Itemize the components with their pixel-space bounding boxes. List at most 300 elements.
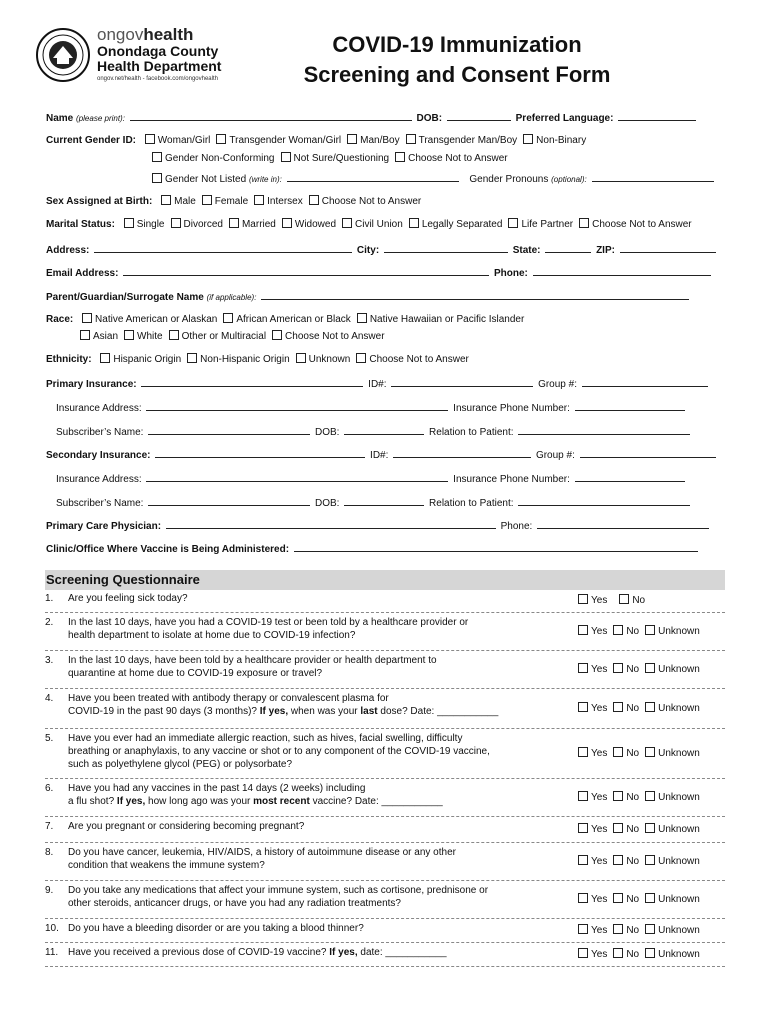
phone-field[interactable] bbox=[533, 265, 711, 276]
primary-id-field[interactable] bbox=[391, 376, 533, 387]
marital-married-label: Married bbox=[241, 219, 276, 230]
answer-no-checkbox[interactable] bbox=[613, 663, 623, 673]
marital-divorced-checkbox[interactable] bbox=[171, 218, 181, 228]
answer-yes-checkbox[interactable] bbox=[578, 823, 588, 833]
secondary-subscriber-label: Subscriber’s Name: bbox=[56, 498, 144, 509]
name-row bbox=[46, 110, 722, 124]
answer-yes-checkbox[interactable] bbox=[578, 625, 588, 635]
answer-no-checkbox[interactable] bbox=[613, 855, 623, 865]
question-line: Have you had any vaccines in the past 14 days (2 weeks) including bbox=[68, 783, 366, 794]
question-answer-options bbox=[578, 625, 700, 638]
race-other-or-multiracial-checkbox[interactable] bbox=[169, 330, 179, 340]
gender-gender-non-conforming-checkbox[interactable] bbox=[152, 152, 162, 162]
question-number: 3. bbox=[45, 655, 54, 666]
race-asian-checkbox[interactable] bbox=[80, 330, 90, 340]
secondary-group-field[interactable] bbox=[580, 447, 716, 458]
question-line bbox=[68, 705, 568, 718]
question-emphasis: last bbox=[360, 706, 378, 717]
marital-widowed-checkbox[interactable] bbox=[282, 218, 292, 228]
primary-group-field[interactable] bbox=[582, 376, 708, 387]
question-line: Do you have a bleeding disorder or are you taking a blood thinner? bbox=[68, 923, 364, 934]
marital-civil-union-checkbox[interactable] bbox=[342, 218, 352, 228]
question-line: quarantine at home due to COVID-19 exposure or travel? bbox=[68, 668, 323, 679]
question-8 bbox=[45, 846, 725, 881]
question-line: Do you take any medications that affect your immune system, such as cortisone, prednisone or bbox=[68, 885, 489, 896]
sex-female-checkbox[interactable] bbox=[202, 195, 212, 205]
name-label: Name bbox=[46, 113, 74, 124]
answer-yes-label: Yes bbox=[591, 824, 608, 835]
answer-no-label: No bbox=[626, 626, 640, 637]
answer-unknown-label: Unknown bbox=[658, 925, 700, 936]
secondary-ins-phone-label: Insurance Phone Number: bbox=[453, 474, 570, 485]
gender-non-binary-label: Non-Binary bbox=[536, 135, 587, 146]
question-10 bbox=[45, 922, 725, 943]
primary-ins-address-field[interactable] bbox=[146, 400, 448, 411]
question-line: health department to isolate at home due to COVID-19 infection? bbox=[68, 630, 356, 641]
city-label: City: bbox=[356, 245, 380, 256]
question-answer-options bbox=[578, 791, 700, 804]
guardian-hint: (if applicable): bbox=[206, 293, 257, 302]
gender-non-binary-checkbox[interactable] bbox=[523, 134, 533, 144]
answer-no-label: No bbox=[626, 824, 640, 835]
guardian-row bbox=[46, 289, 722, 303]
question-answer-options bbox=[578, 663, 700, 676]
sex-label: Sex Assigned at Birth: bbox=[46, 196, 153, 207]
gender-transgender-man-boy-label: Transgender Man/Boy bbox=[418, 135, 518, 146]
question-fragment: COVID-19 in the past 90 days (3 months)? bbox=[68, 706, 260, 717]
question-fragment: vaccine? Date: ___________ bbox=[309, 796, 443, 807]
pcp-field[interactable] bbox=[166, 518, 496, 529]
marital-married-checkbox[interactable] bbox=[229, 218, 239, 228]
answer-unknown-label: Unknown bbox=[658, 703, 700, 714]
question-4 bbox=[45, 692, 725, 729]
answer-unknown-checkbox[interactable] bbox=[645, 823, 655, 833]
answer-no-label: No bbox=[626, 925, 640, 936]
secondary-ins-address-field[interactable] bbox=[146, 471, 448, 482]
question-line: such as polyethylene glycol (PEG) or polysorbate? bbox=[68, 759, 293, 770]
answer-no-label: No bbox=[626, 949, 640, 960]
answer-no-label: No bbox=[632, 595, 646, 606]
title-line-1: COVID-19 Immunization bbox=[332, 32, 582, 57]
ethnicity-choose-not-to-answer-label: Choose Not to Answer bbox=[369, 354, 469, 365]
brand-wordmark bbox=[97, 26, 221, 44]
question-number: 10. bbox=[45, 923, 59, 934]
state-field[interactable] bbox=[545, 242, 591, 253]
secondary-subscriber-field[interactable] bbox=[148, 495, 310, 506]
answer-unknown-label: Unknown bbox=[658, 894, 700, 905]
gender-label: Current Gender ID: bbox=[46, 135, 137, 146]
pcp-phone-label: Phone: bbox=[500, 521, 533, 532]
question-6 bbox=[45, 782, 725, 817]
brand-block bbox=[97, 26, 221, 84]
ethnicity-choose-not-to-answer-checkbox[interactable] bbox=[356, 353, 366, 363]
answer-no-checkbox[interactable] bbox=[613, 823, 623, 833]
answer-yes-label: Yes bbox=[591, 595, 608, 606]
secondary-relation-field[interactable] bbox=[518, 495, 690, 506]
marital-row bbox=[46, 218, 722, 232]
race-white-checkbox[interactable] bbox=[124, 330, 134, 340]
email-label: Email Address: bbox=[46, 268, 119, 279]
secondary-ins-address-label: Insurance Address: bbox=[56, 474, 142, 485]
question-text bbox=[68, 884, 568, 910]
gender-gender-non-conforming-label: Gender Non-Conforming bbox=[165, 153, 275, 164]
question-answer-options bbox=[578, 948, 700, 961]
question-answer-options bbox=[578, 924, 700, 937]
question-answer-options bbox=[578, 747, 700, 760]
marital-legally-separated-label: Legally Separated bbox=[421, 219, 503, 230]
question-number: 4. bbox=[45, 693, 54, 704]
clinic-row bbox=[46, 541, 722, 555]
state-label: State: bbox=[512, 245, 541, 256]
pcp-label: Primary Care Physician: bbox=[46, 521, 162, 532]
question-1 bbox=[45, 592, 725, 613]
answer-unknown-checkbox[interactable] bbox=[645, 663, 655, 673]
zip-field[interactable] bbox=[620, 242, 716, 253]
answer-unknown-checkbox[interactable] bbox=[645, 948, 655, 958]
secondary-subscriber-dob-label: DOB: bbox=[315, 498, 340, 509]
gender-man-boy-checkbox[interactable] bbox=[347, 134, 357, 144]
secondary-subscriber-dob-field[interactable] bbox=[344, 495, 424, 506]
answer-yes-checkbox[interactable] bbox=[578, 855, 588, 865]
primary-subscriber-dob-label: DOB: bbox=[315, 427, 340, 438]
answer-yes-checkbox[interactable] bbox=[578, 747, 588, 757]
secondary-insurance-label: Secondary Insurance: bbox=[46, 450, 151, 461]
answer-no-checkbox[interactable] bbox=[619, 594, 629, 604]
question-7 bbox=[45, 820, 725, 843]
pronouns-hint: (optional): bbox=[551, 175, 587, 184]
race-other-or-multiracial-label: Other or Multiracial bbox=[181, 331, 267, 342]
primary-ins-address-label: Insurance Address: bbox=[56, 403, 142, 414]
question-emphasis: If yes, bbox=[329, 947, 358, 958]
primary-insurance-row bbox=[46, 376, 722, 390]
answer-no-checkbox[interactable] bbox=[613, 791, 623, 801]
address-field[interactable] bbox=[94, 242, 352, 253]
answer-yes-checkbox[interactable] bbox=[578, 663, 588, 673]
answer-unknown-label: Unknown bbox=[658, 664, 700, 675]
question-text bbox=[68, 846, 568, 872]
answer-unknown-label: Unknown bbox=[658, 748, 700, 759]
ethnicity-hispanic-origin-checkbox[interactable] bbox=[100, 353, 110, 363]
secondary-id-label: ID#: bbox=[370, 450, 389, 461]
secondary-subscriber-row bbox=[56, 495, 722, 509]
race-choose-not-to-answer-checkbox[interactable] bbox=[272, 330, 282, 340]
race-native-american-or-alaskan-checkbox[interactable] bbox=[82, 313, 92, 323]
race-row-2 bbox=[80, 330, 720, 344]
question-fragment: dose? Date: ___________ bbox=[377, 706, 499, 717]
ethnicity-label: Ethnicity: bbox=[46, 354, 92, 365]
marital-label: Marital Status: bbox=[46, 219, 115, 230]
gender-write-in-field[interactable] bbox=[287, 171, 459, 182]
race-label: Race: bbox=[46, 314, 74, 325]
name-field[interactable] bbox=[130, 110, 412, 121]
phone-label: Phone: bbox=[494, 268, 528, 279]
sex-intersex-label: Intersex bbox=[267, 196, 303, 207]
question-line: breathing or anaphylaxis, to any vaccine or shot or to any component of the COVID-19 vaccine, bbox=[68, 746, 490, 757]
question-answer-options bbox=[578, 893, 700, 906]
question-text bbox=[68, 922, 568, 935]
clinic-label: Clinic/Office Where Vaccine is Being Administered: bbox=[46, 544, 290, 555]
marital-civil-union-label: Civil Union bbox=[355, 219, 403, 230]
pronouns-label: Gender Pronouns bbox=[469, 174, 549, 185]
answer-yes-checkbox[interactable] bbox=[578, 924, 588, 934]
address-label: Address: bbox=[46, 245, 90, 256]
marital-single-label: Single bbox=[136, 219, 165, 230]
preferred-language-label: Preferred Language: bbox=[515, 113, 614, 124]
question-3 bbox=[45, 654, 725, 689]
question-line: Are you feeling sick today? bbox=[68, 593, 188, 604]
question-line: condition that weakens the immune system? bbox=[68, 860, 265, 871]
ethnicity-non-hispanic-origin-checkbox[interactable] bbox=[187, 353, 197, 363]
race-row-1 bbox=[46, 313, 722, 327]
web-links: ongov.net/health - facebook.com/ongovhealth bbox=[97, 76, 218, 82]
answer-unknown-checkbox[interactable] bbox=[645, 893, 655, 903]
question-line bbox=[68, 795, 568, 808]
sex-male-checkbox[interactable] bbox=[161, 195, 171, 205]
question-line bbox=[68, 946, 568, 959]
race-native-hawaiian-or-pacific-islander-label: Native Hawaiian or Pacific Islander bbox=[369, 314, 525, 325]
question-fragment: date: ___________ bbox=[357, 947, 447, 958]
question-text bbox=[68, 592, 568, 605]
gender-woman-girl-label: Woman/Girl bbox=[157, 135, 211, 146]
question-line: In the last 10 days, have been told by a healthcare provider or health department to bbox=[68, 655, 437, 666]
sex-row bbox=[46, 195, 722, 209]
marital-single-checkbox[interactable] bbox=[124, 218, 134, 228]
primary-subscriber-dob-field[interactable] bbox=[344, 424, 424, 435]
primary-subscriber-field[interactable] bbox=[148, 424, 310, 435]
secondary-insurance-row bbox=[46, 447, 722, 461]
preferred-language-field[interactable] bbox=[618, 110, 696, 121]
gender-not-sure-questioning-label: Not Sure/Questioning bbox=[293, 153, 390, 164]
clinic-field[interactable] bbox=[294, 541, 698, 552]
answer-no-label: No bbox=[626, 664, 640, 675]
email-row bbox=[46, 265, 722, 279]
marital-widowed-label: Widowed bbox=[294, 219, 337, 230]
question-number: 1. bbox=[45, 593, 54, 604]
answer-unknown-checkbox[interactable] bbox=[645, 924, 655, 934]
question-emphasis: most recent bbox=[253, 796, 310, 807]
answer-yes-label: Yes bbox=[591, 664, 608, 675]
primary-relation-field[interactable] bbox=[518, 424, 690, 435]
secondary-relation-label: Relation to Patient: bbox=[429, 498, 514, 509]
write-in-hint: (write in): bbox=[248, 175, 282, 184]
race-white-label: White bbox=[137, 331, 163, 342]
primary-insurance-field[interactable] bbox=[141, 376, 363, 387]
question-line: Have you ever had an immediate allergic reaction, such as hives, facial swelling, difficulty bbox=[68, 733, 463, 744]
answer-unknown-checkbox[interactable] bbox=[645, 747, 655, 757]
answer-yes-checkbox[interactable] bbox=[578, 702, 588, 712]
question-answer-options bbox=[578, 594, 645, 607]
secondary-group-label: Group #: bbox=[535, 450, 575, 461]
primary-id-label: ID#: bbox=[368, 379, 387, 390]
question-emphasis: If yes, bbox=[259, 706, 289, 717]
gender-row-3 bbox=[152, 171, 722, 185]
answer-unknown-label: Unknown bbox=[658, 856, 700, 867]
ethnicity-non-hispanic-origin-label: Non-Hispanic Origin bbox=[200, 354, 290, 365]
marital-life-partner-label: Life Partner bbox=[521, 219, 574, 230]
screening-title: Screening Questionnaire bbox=[46, 572, 200, 587]
city-field[interactable] bbox=[384, 242, 508, 253]
secondary-ins-phone-field[interactable] bbox=[575, 471, 685, 482]
county-seal-logo bbox=[36, 28, 90, 82]
question-5 bbox=[45, 732, 725, 779]
marital-choose-not-to-answer-checkbox[interactable] bbox=[579, 218, 589, 228]
address-row bbox=[46, 242, 722, 256]
race-african-american-or-black-label: African American or Black bbox=[236, 314, 351, 325]
sex-choose-not-to-answer-checkbox[interactable] bbox=[309, 195, 319, 205]
question-2 bbox=[45, 616, 725, 651]
question-line: In the last 10 days, have you had a COVID-19 test or been told by a healthcare provider or bbox=[68, 617, 469, 628]
answer-no-label: No bbox=[626, 856, 640, 867]
dob-label: DOB: bbox=[416, 113, 443, 124]
race-native-american-or-alaskan-label: Native American or Alaskan bbox=[95, 314, 218, 325]
ethnicity-hispanic-origin-label: Hispanic Origin bbox=[113, 354, 182, 365]
name-hint: (please print): bbox=[76, 114, 125, 123]
gender-not-listed-label: Gender Not Listed bbox=[165, 174, 247, 185]
primary-subscriber-row bbox=[56, 424, 722, 438]
question-text bbox=[68, 654, 568, 680]
answer-yes-label: Yes bbox=[591, 856, 608, 867]
question-fragment: a flu shot? bbox=[68, 796, 117, 807]
primary-group-label: Group #: bbox=[538, 379, 577, 390]
question-fragment: when was your bbox=[288, 706, 361, 717]
question-number: 9. bbox=[45, 885, 54, 896]
question-text bbox=[68, 616, 568, 642]
answer-unknown-label: Unknown bbox=[658, 626, 700, 637]
answer-yes-label: Yes bbox=[591, 703, 608, 714]
question-number: 6. bbox=[45, 783, 54, 794]
question-text bbox=[68, 692, 568, 718]
sex-intersex-checkbox[interactable] bbox=[254, 195, 264, 205]
answer-yes-label: Yes bbox=[591, 748, 608, 759]
zip-label: ZIP: bbox=[596, 245, 615, 256]
question-11 bbox=[45, 946, 725, 967]
form-title bbox=[272, 30, 642, 90]
question-answer-options bbox=[578, 855, 700, 868]
secondary-id-field[interactable] bbox=[393, 447, 531, 458]
answer-yes-label: Yes bbox=[591, 925, 608, 936]
primary-ins-phone-field[interactable] bbox=[575, 400, 685, 411]
answer-yes-label: Yes bbox=[591, 626, 608, 637]
question-9 bbox=[45, 884, 725, 919]
brand-health: health bbox=[143, 25, 194, 44]
question-text bbox=[68, 820, 568, 833]
question-text bbox=[68, 782, 568, 808]
guardian-label: Parent/Guardian/Surrogate Name bbox=[46, 292, 204, 303]
question-number: 5. bbox=[45, 733, 54, 744]
question-line: Are you pregnant or considering becoming pregnant? bbox=[68, 821, 305, 832]
gender-transgender-woman-girl-checkbox[interactable] bbox=[216, 134, 226, 144]
question-text bbox=[68, 732, 568, 771]
marital-divorced-label: Divorced bbox=[183, 219, 223, 230]
answer-no-checkbox[interactable] bbox=[613, 893, 623, 903]
question-line: Have you been treated with antibody therapy or convalescent plasma for bbox=[68, 693, 389, 704]
pcp-phone-field[interactable] bbox=[537, 518, 709, 529]
question-answer-options bbox=[578, 823, 700, 836]
answer-yes-checkbox[interactable] bbox=[578, 948, 588, 958]
pronouns-field[interactable] bbox=[592, 171, 714, 182]
marital-choose-not-to-answer-label: Choose Not to Answer bbox=[592, 219, 692, 230]
answer-no-label: No bbox=[626, 748, 640, 759]
answer-unknown-checkbox[interactable] bbox=[645, 855, 655, 865]
question-number: 11. bbox=[45, 947, 59, 958]
marital-legally-separated-checkbox[interactable] bbox=[409, 218, 419, 228]
answer-no-checkbox[interactable] bbox=[613, 924, 623, 934]
department-name: Health Department bbox=[97, 58, 222, 74]
secondary-ins-address-row bbox=[56, 471, 722, 485]
question-number: 8. bbox=[45, 847, 54, 858]
answer-unknown-label: Unknown bbox=[658, 792, 700, 803]
answer-no-label: No bbox=[626, 894, 640, 905]
race-african-american-or-black-checkbox[interactable] bbox=[223, 313, 233, 323]
question-number: 2. bbox=[45, 617, 54, 628]
gender-row-1 bbox=[46, 134, 722, 148]
title-line-2: Screening and Consent Form bbox=[303, 62, 611, 87]
gender-man-boy-label: Man/Boy bbox=[360, 135, 400, 146]
brand-og: ongov bbox=[97, 25, 144, 44]
email-field[interactable] bbox=[123, 265, 489, 276]
secondary-insurance-field[interactable] bbox=[155, 447, 365, 458]
answer-unknown-checkbox[interactable] bbox=[645, 702, 655, 712]
answer-unknown-label: Unknown bbox=[658, 824, 700, 835]
question-emphasis: If yes, bbox=[116, 796, 146, 807]
race-native-hawaiian-or-pacific-islander-checkbox[interactable] bbox=[357, 313, 367, 323]
gender-transgender-woman-girl-label: Transgender Woman/Girl bbox=[229, 135, 342, 146]
answer-yes-checkbox[interactable] bbox=[578, 594, 588, 604]
answer-yes-label: Yes bbox=[591, 792, 608, 803]
answer-no-checkbox[interactable] bbox=[613, 747, 623, 757]
primary-subscriber-label: Subscriber’s Name: bbox=[56, 427, 144, 438]
answer-no-checkbox[interactable] bbox=[613, 948, 623, 958]
question-answer-options bbox=[578, 702, 700, 715]
answer-unknown-checkbox[interactable] bbox=[645, 625, 655, 635]
dob-field[interactable] bbox=[447, 110, 511, 121]
answer-no-checkbox[interactable] bbox=[613, 625, 623, 635]
question-fragment: how long ago was your bbox=[145, 796, 254, 807]
primary-ins-phone-label: Insurance Phone Number: bbox=[453, 403, 570, 414]
gender-woman-girl-checkbox[interactable] bbox=[145, 134, 155, 144]
answer-yes-label: Yes bbox=[591, 894, 608, 905]
gender-not-sure-questioning-checkbox[interactable] bbox=[281, 152, 291, 162]
county-name: Onondaga County bbox=[97, 43, 219, 59]
answer-no-label: No bbox=[626, 792, 640, 803]
answer-unknown-checkbox[interactable] bbox=[645, 791, 655, 801]
gender-choose-not-to-answer-label: Choose Not to Answer bbox=[408, 153, 508, 164]
sex-female-label: Female bbox=[214, 196, 249, 207]
gender-not-listed-checkbox[interactable] bbox=[152, 173, 162, 183]
answer-unknown-label: Unknown bbox=[658, 949, 700, 960]
sex-male-label: Male bbox=[174, 196, 196, 207]
question-line: Do you have cancer, leukemia, HIV/AIDS, a history of autoimmune disease or any other bbox=[68, 847, 456, 858]
question-fragment: Have you received a previous dose of COVID-19 vaccine? bbox=[68, 947, 330, 958]
answer-yes-checkbox[interactable] bbox=[578, 791, 588, 801]
marital-life-partner-checkbox[interactable] bbox=[508, 218, 518, 228]
ethnicity-unknown-checkbox[interactable] bbox=[296, 353, 306, 363]
guardian-field[interactable] bbox=[261, 289, 689, 300]
answer-yes-label: Yes bbox=[591, 949, 608, 960]
answer-yes-checkbox[interactable] bbox=[578, 893, 588, 903]
question-text bbox=[68, 946, 568, 959]
race-asian-label: Asian bbox=[93, 331, 119, 342]
race-choose-not-to-answer-label: Choose Not to Answer bbox=[285, 331, 385, 342]
primary-relation-label: Relation to Patient: bbox=[429, 427, 514, 438]
primary-ins-address-row bbox=[56, 400, 722, 414]
answer-no-checkbox[interactable] bbox=[613, 702, 623, 712]
question-number: 7. bbox=[45, 821, 54, 832]
gender-choose-not-to-answer-checkbox[interactable] bbox=[395, 152, 405, 162]
question-line: other steroids, anticancer drugs, or have you had any radiation treatments? bbox=[68, 898, 401, 909]
gender-transgender-man-boy-checkbox[interactable] bbox=[406, 134, 416, 144]
primary-insurance-label: Primary Insurance: bbox=[46, 379, 137, 390]
